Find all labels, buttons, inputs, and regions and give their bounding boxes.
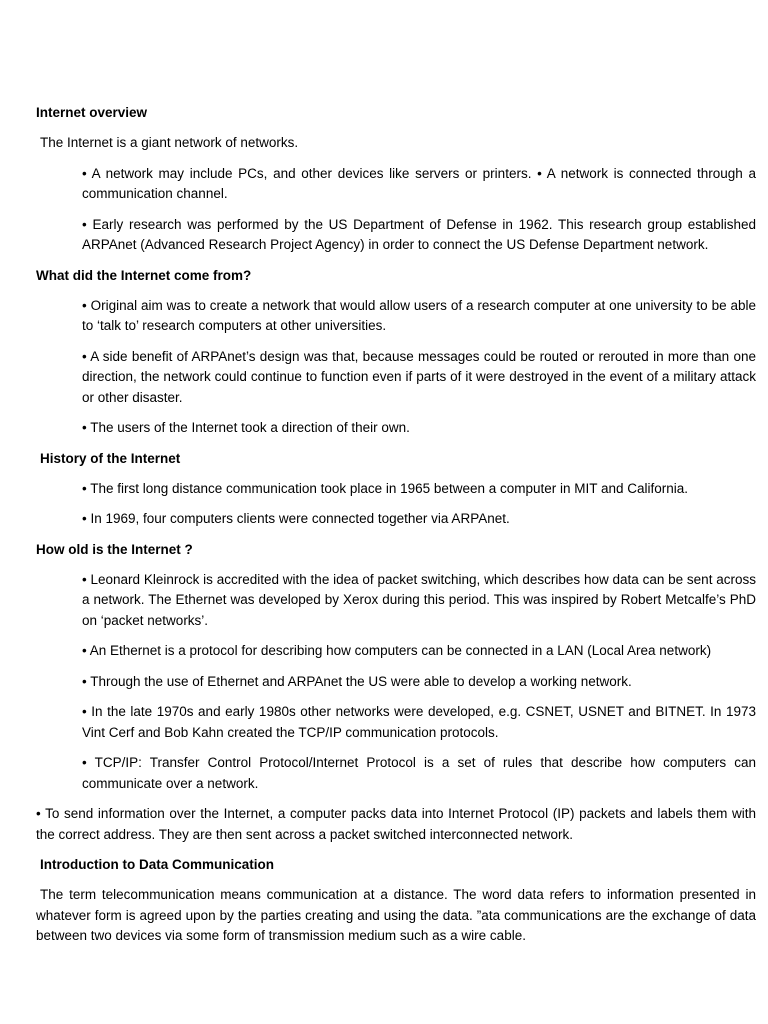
heading-internet-overview: Internet overview xyxy=(36,105,148,120)
bullet-send-information: • To send information over the Internet, a computer packs data into Internet Protocol (IP) packets and labels them with the correct address. They are then sent across a packet switched interconnected network. xyxy=(36,806,756,842)
paragraph-internet-definition: The Internet is a giant network of networks. xyxy=(40,135,299,150)
heading-data-communication: Introduction to Data Communication xyxy=(40,857,274,872)
bullet-original-aim: • Original aim was to create a network that would allow users of a research computer at one university to be able to ‘talk to’ research computers at other universities. xyxy=(82,297,756,333)
paragraph-telecommunication: The term telecommunication means communication at a distance. The word data refers to information presented in whatever form is agreed upon by the parties creating and using the data. ”ata communications are the exchange of data between two devices via some form of transmission medium such as a wire cable. xyxy=(36,887,756,943)
heading-history: History of the Internet xyxy=(40,450,181,466)
bullet-tcp-ip: • TCP/IP: Transfer Control Protocol/Internet Protocol is a set of rules that describe how computers can communicate over a network. xyxy=(82,755,756,791)
heading-how-old: How old is the Internet ? xyxy=(36,541,193,557)
bullet-packet-switching: • Leonard Kleinrock is accredited with the idea of packet switching, which describes how data can be sent across a network. The Ethernet was developed by Xerox during this period. This was inspired by Robert Metcalfe’s PhD on ‘packet networks’. xyxy=(82,571,756,628)
bullet-first-long-distance: • The first long distance communication took place in 1965 between a computer in MIT and California. xyxy=(82,480,689,496)
bullet-ethernet-protocol: • An Ethernet is a protocol for describing how computers can be connected in a LAN (Local Area network) xyxy=(82,643,712,658)
bullet-1969-arpanet: • In 1969, four computers clients were connected together via ARPAnet. xyxy=(82,511,510,526)
bullet-network-devices: • A network may include PCs, and other devices like servers or printers. • A network is connected through a communication channel. xyxy=(82,165,756,201)
bullet-early-research: • Early research was performed by the US Department of Defense in 1962. This research group established ARPAnet (Advanced Research Project Agency) in order to connect the US Defense Department network. xyxy=(82,216,756,252)
bullet-users-direction: • The users of the Internet took a direction of their own. xyxy=(82,420,410,435)
bullet-other-networks: • In the late 1970s and early 1980s other networks were developed, e.g. CSNET, USNET and BITNET. In 1973 Vint Cerf and Bob Kahn created the TCP/IP communication protocols. xyxy=(82,704,756,740)
heading-internet-origin: What did the Internet come from? xyxy=(36,267,252,283)
bullet-side-benefit: • A side benefit of ARPAnet’s design was that, because messages could be routed or rerouted in more than one direction, the network could continue to function even if parts of it were destroyed in the event of a military attack or other disaster. xyxy=(82,348,756,405)
bullet-working-network: • Through the use of Ethernet and ARPAnet the US were able to develop a working network. xyxy=(82,673,632,689)
